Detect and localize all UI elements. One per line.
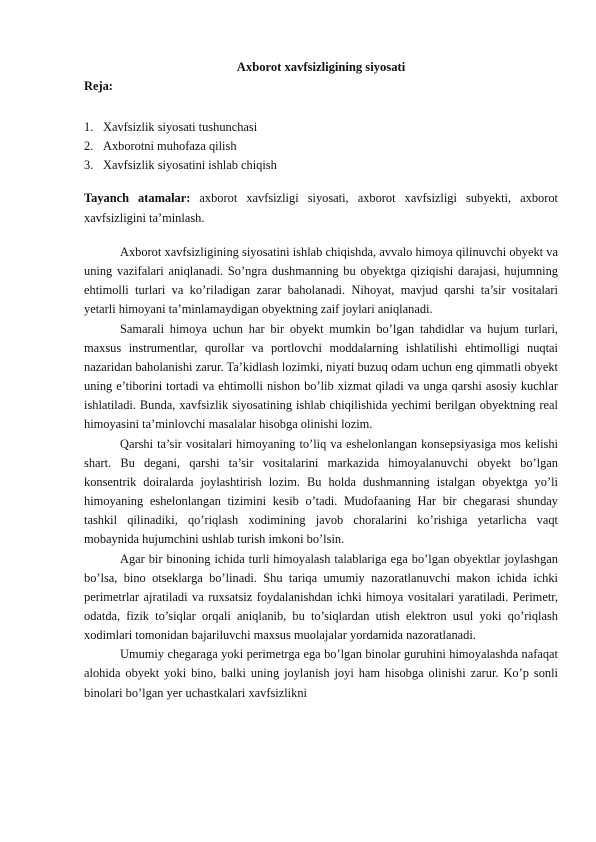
plan-item: [84, 118, 558, 137]
document-page: [84, 58, 558, 703]
body-paragraph: Samarali himoya uchun har bir obyekt mumkin bo’lgan tahdidlar va hujum turlari, maxsus instrumentlar, qurollar va portlovchi moddalarning ishlatilishi ehtimolligi nuqtai nazaridan baholanishi zarur. Ta’kidlash lozimki, niyati buzuq odam uchun eng qimmatli obyekt uning e’tiborini tortadi va ehtimolli nishon bo’lib xizmat qiladi va unga qarshi asosiy kuchlar ishlatiladi. Bunda, xavfsizlik siyosatining ishlab chiqilishida yechimi berilgan obyektning real himoyasini ta’minlovchi masalalar hisobga olinishi lozim.: [84, 321, 558, 432]
body-paragraph: Umumiy chegaraga yoki perimetrga ega bo’lgan binolar guruhini himoyalashda nafaqat alohida obyekt yoki bino, balki uning joylanish joyi ham hisobga olinishi zarur. Ko’p sonli binolari bo’lgan yer uchastkalari xavfsizlikni: [84, 647, 558, 700]
plan-item-text: Xavfsizlik siyosatini ishlab chiqish: [103, 158, 277, 172]
plan-list: [84, 118, 558, 175]
plan-item-number: 3.: [84, 158, 94, 172]
plan-label: Reja:: [84, 79, 113, 93]
keywords-paragraph: [84, 189, 558, 228]
body-paragraph: Axborot xavfsizligining siyosatini ishlab chiqishda, avvalo himoya qilinuvchi obyekt va uning vazifalari aniqlanadi. So’ngra dushmanning bu obyektga qiziqishi darajasi, hujumning ehtimolli turlari va ko’riladigan zarar baholanadi. Nihoyat, mavjud qarshi ta’sir vositalari yetarli himoyani ta’minlamaydigan obyektning zaif joylari aniqlanadi.: [84, 245, 558, 317]
plan-item-text: Xavfsizlik siyosati tushunchasi: [103, 120, 258, 134]
plan-item: [84, 156, 558, 175]
body-paragraph: Agar bir binoning ichida turli himoyalash talablariga ega bo’lgan obyektlar joylashgan bo’lsa, bino otseklarga bo’linadi. Shu tariqa umumiy nazoratlanuvchi makon ichida ichki perimetrlar ajratiladi va ruxsatsiz foydalanishdan ichki himoya vositalari yaratiladi. Perimetr, odatda, fizik to’siqlar orqali aniqlanib, bu to’siqlardan utish elektron usul yoki qo’riqlash xodimlari tomonidan bajariluvchi maxsus muolajalar yordamida nazoratlanadi.: [84, 551, 558, 643]
body-text: [84, 243, 558, 703]
plan-item: [84, 137, 558, 156]
plan-item-number: 1.: [84, 120, 94, 134]
plan-item-text: Axborotni muhofaza qilish: [103, 139, 237, 153]
document-title: Axborot xavfsizligining siyosati: [236, 60, 406, 74]
body-paragraph: Qarshi ta’sir vositalari himoyaning to’liq va eshelonlangan konsepsiyasiga mos kelishi shart. Bu degani, qarshi ta’sir vositalarini markazida himoyalanuvchi obyekt bo’lgan konsentrik doiralarda joylashtirish lozim. Bu holda dushmanning istalgan obyektga yo’li himoyaning eshelonlangan tizimini kesib o’tadi. Mudofaaning Har bir chegarasi shunday tashkil qilinadiki, qo’riqlash xodimining javob choralarini ko’rishiga yetarlicha vaqt mobaynida hujumchini ushlab turish imkoni bo’lsin.: [84, 436, 558, 547]
keywords-text: axborot xavfsizligi siyosati, axborot xavfsizligi subyekti, axborot xavfsizligini ta’minlash.: [84, 191, 558, 225]
keywords-label: Tayanch atamalar:: [84, 191, 191, 205]
plan-item-number: 2.: [84, 139, 94, 153]
